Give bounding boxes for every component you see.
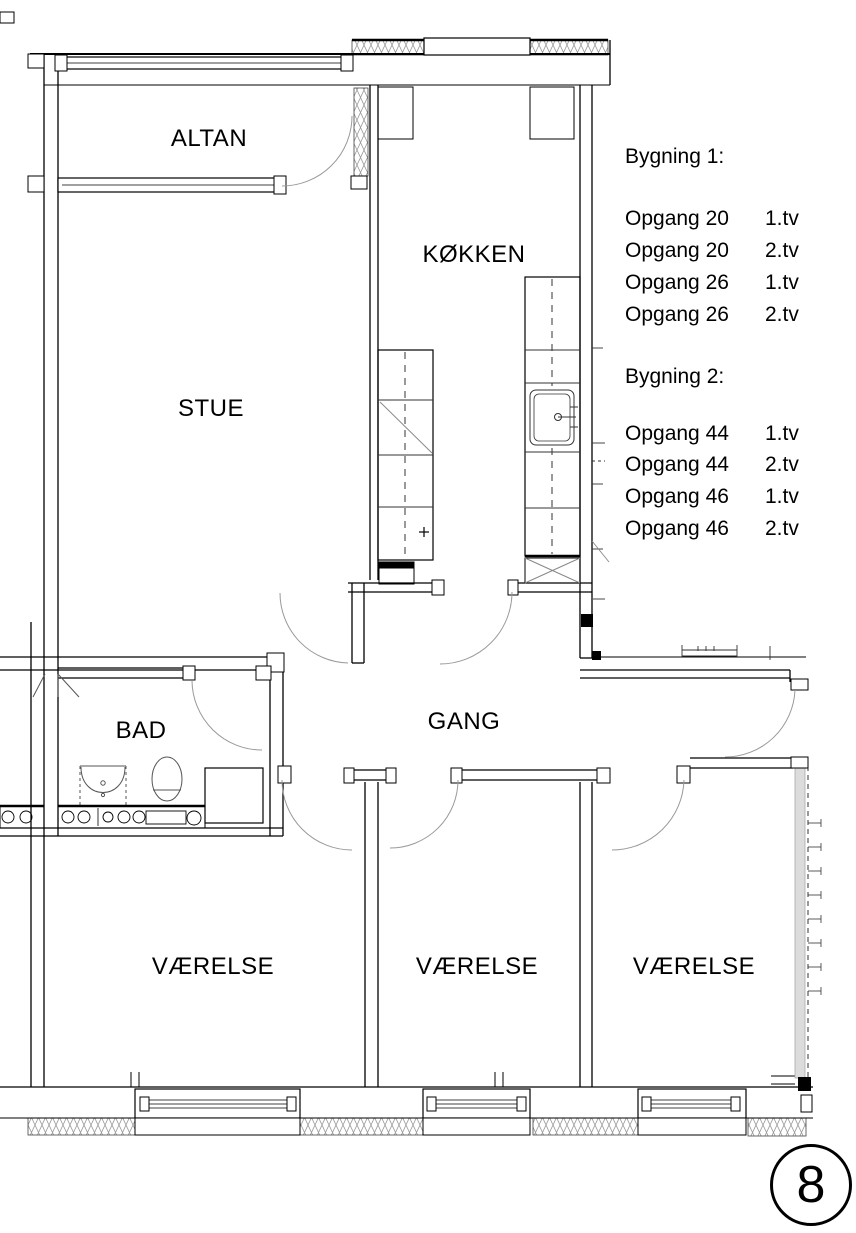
room-label-vaerelse-2: VÆRELSE bbox=[415, 953, 539, 980]
legend-unit bbox=[625, 239, 799, 263]
unit-position: 2.tv bbox=[765, 517, 799, 540]
legend-unit bbox=[625, 271, 799, 295]
shower-cabinet bbox=[205, 768, 263, 823]
room-label-bad: BAD bbox=[115, 717, 167, 744]
legend-unit bbox=[625, 422, 799, 446]
room3-door-arc bbox=[612, 780, 684, 850]
glazed-facade bbox=[795, 766, 821, 1112]
unit-opgang: Opgang 26 bbox=[625, 303, 729, 326]
unit-opgang: Opgang 46 bbox=[625, 485, 729, 508]
unit-position: 1.tv bbox=[765, 422, 799, 445]
room-label-kokken: KØKKEN bbox=[422, 241, 526, 268]
legend-building-2 bbox=[625, 365, 845, 555]
legend-unit bbox=[625, 303, 799, 327]
balcony-door-arc bbox=[282, 116, 352, 186]
unit-opgang: Opgang 26 bbox=[625, 271, 729, 294]
unit-opgang: Opgang 46 bbox=[625, 517, 729, 540]
washbasin bbox=[80, 766, 126, 805]
kitchen-cabinet-left bbox=[378, 87, 413, 139]
legend-unit bbox=[625, 485, 799, 509]
unit-opgang: Opgang 20 bbox=[625, 239, 729, 262]
unit-position: 1.tv bbox=[765, 485, 799, 508]
bath-door-arc bbox=[192, 681, 262, 750]
room-label-stue: STUE bbox=[177, 395, 245, 422]
room1-door-arc bbox=[282, 780, 352, 850]
unit-position: 2.tv bbox=[765, 239, 799, 262]
legend-unit bbox=[625, 517, 799, 541]
legend-unit bbox=[625, 453, 799, 477]
bathroom-fixtures bbox=[0, 674, 263, 828]
unit-opgang: Opgang 44 bbox=[625, 422, 729, 445]
page-number: 8 bbox=[796, 1156, 826, 1214]
room-label-altan: ALTAN bbox=[170, 125, 248, 152]
room-label-gang: GANG bbox=[427, 708, 501, 735]
unit-position: 2.tv bbox=[765, 303, 799, 326]
legend-building-1 bbox=[625, 145, 845, 335]
room2-door-arc bbox=[390, 780, 458, 848]
room-label-vaerelse-3: VÆRELSE bbox=[632, 953, 756, 980]
unit-opgang: Opgang 20 bbox=[625, 207, 729, 230]
kitchen-door-arc bbox=[440, 592, 512, 664]
room-label-vaerelse-1: VÆRELSE bbox=[151, 953, 275, 980]
entrance-door-arc bbox=[725, 690, 795, 757]
kitchen-cabinet-right bbox=[530, 87, 574, 139]
toilet bbox=[152, 757, 182, 801]
unit-position: 1.tv bbox=[765, 271, 799, 294]
page-number-badge bbox=[770, 1144, 852, 1226]
legend-unit bbox=[625, 207, 799, 231]
legend-building-1-title: Bygning 1: bbox=[625, 145, 725, 168]
unit-opgang: Opgang 44 bbox=[625, 453, 729, 476]
legend-building-2-title: Bygning 2: bbox=[625, 365, 725, 388]
unit-position: 2.tv bbox=[765, 453, 799, 476]
stue-door-arc bbox=[280, 593, 348, 663]
unit-position: 1.tv bbox=[765, 207, 799, 230]
